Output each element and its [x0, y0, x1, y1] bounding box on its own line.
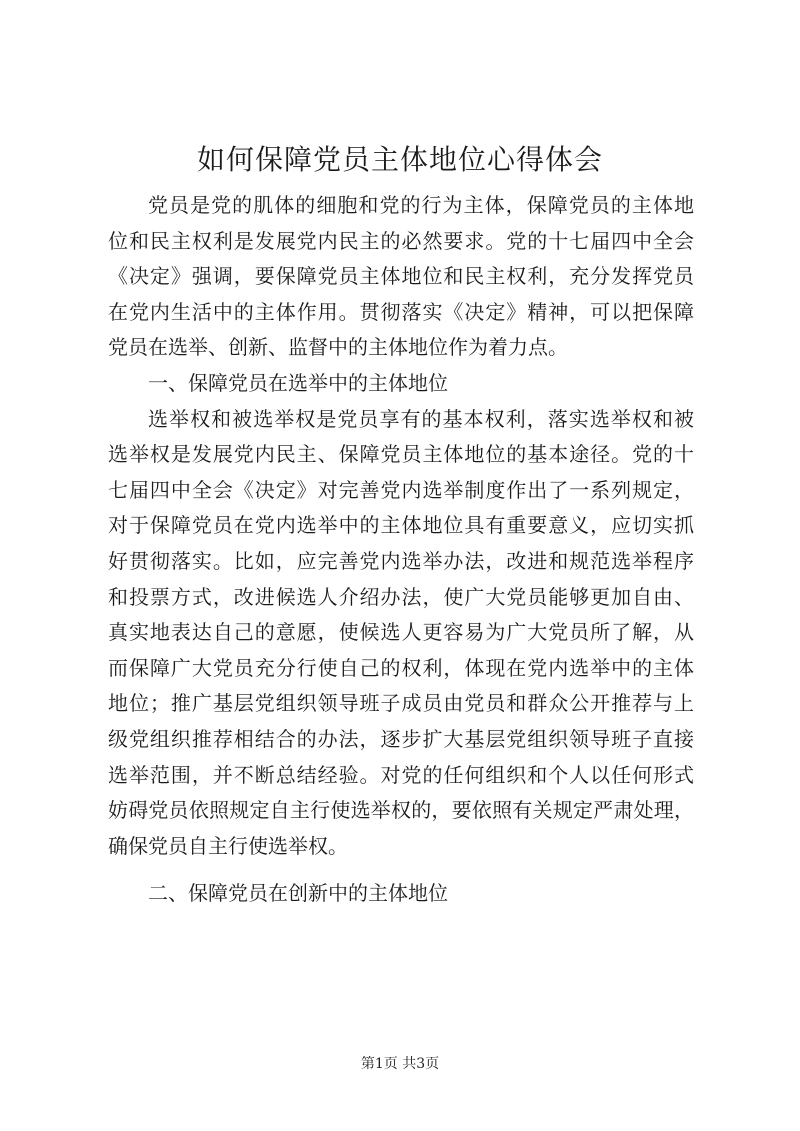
paragraph-line: 在党内生活中的主体作用。贯彻落实《决定》精神，可以把保障 [108, 299, 694, 324]
paragraph-line: 真实地表达自己的意愿，使候选人更容易为广大党员所了解，从 [108, 620, 694, 645]
document-body [108, 188, 694, 912]
paragraph-line: 好贯彻落实。比如，应完善党内选举办法，改进和规范选举程序 [108, 548, 694, 573]
paragraph-line: 选举范围，并不断总结经验。对党的任何组织和个人以任何形式 [108, 762, 694, 787]
paragraph-line: 和投票方式，改进候选人介绍办法，使广大党员能够更加自由、 [108, 584, 694, 609]
paragraph-gap [108, 864, 694, 876]
paragraph-line: 地位；推广基层党组织领导班子成员由党员和群众公开推荐与上 [108, 691, 694, 716]
paragraph-line: 七届四中全会《决定》对完善党内选举制度作出了一系列规定， [108, 477, 694, 502]
paragraph-line: 位和民主权利是发展党内民主的必然要求。党的十七届四中全会 [108, 228, 694, 253]
paragraph-line: 而保障广大党员充分行使自己的权利，体现在党内选举中的主体 [108, 655, 694, 680]
paragraph-line: 《决定》强调，要保障党员主体地位和民主权利，充分发挥党员 [108, 264, 694, 289]
paragraph-line: 对于保障党员在党内选举中的主体地位具有重要意义，应切实抓 [108, 513, 694, 538]
paragraph-line: 选举权是发展党内民主、保障党员主体地位的基本途径。党的十 [108, 442, 694, 467]
paragraph-line: 党员在选举、创新、监督中的主体地位作为着力点。 [108, 335, 568, 360]
paragraph-line: 党员是党的肌体的细胞和党的行为主体，保障党员的主体地 [148, 193, 694, 217]
section-heading: 一、保障党员在选举中的主体地位 [148, 370, 448, 395]
document-title: 如何保障党员主体地位心得体会 [196, 143, 603, 176]
paragraph-line: 选举权和被选举权是党员享有的基本权利，落实选举权和被 [148, 406, 694, 431]
paragraph-line: 级党组织推荐相结合的办法，逐步扩大基层党组织领导班子直接 [108, 726, 694, 751]
paragraph-line: 妨碍党员依照规定自主行使选举权的，要依照有关规定严肃处理， [108, 798, 694, 823]
paragraph-line: 确保党员自主行使选举权。 [108, 833, 348, 858]
section-heading: 二、保障党员在创新中的主体地位 [148, 881, 448, 906]
page-footer: 第1页 共3页 [360, 1056, 440, 1072]
